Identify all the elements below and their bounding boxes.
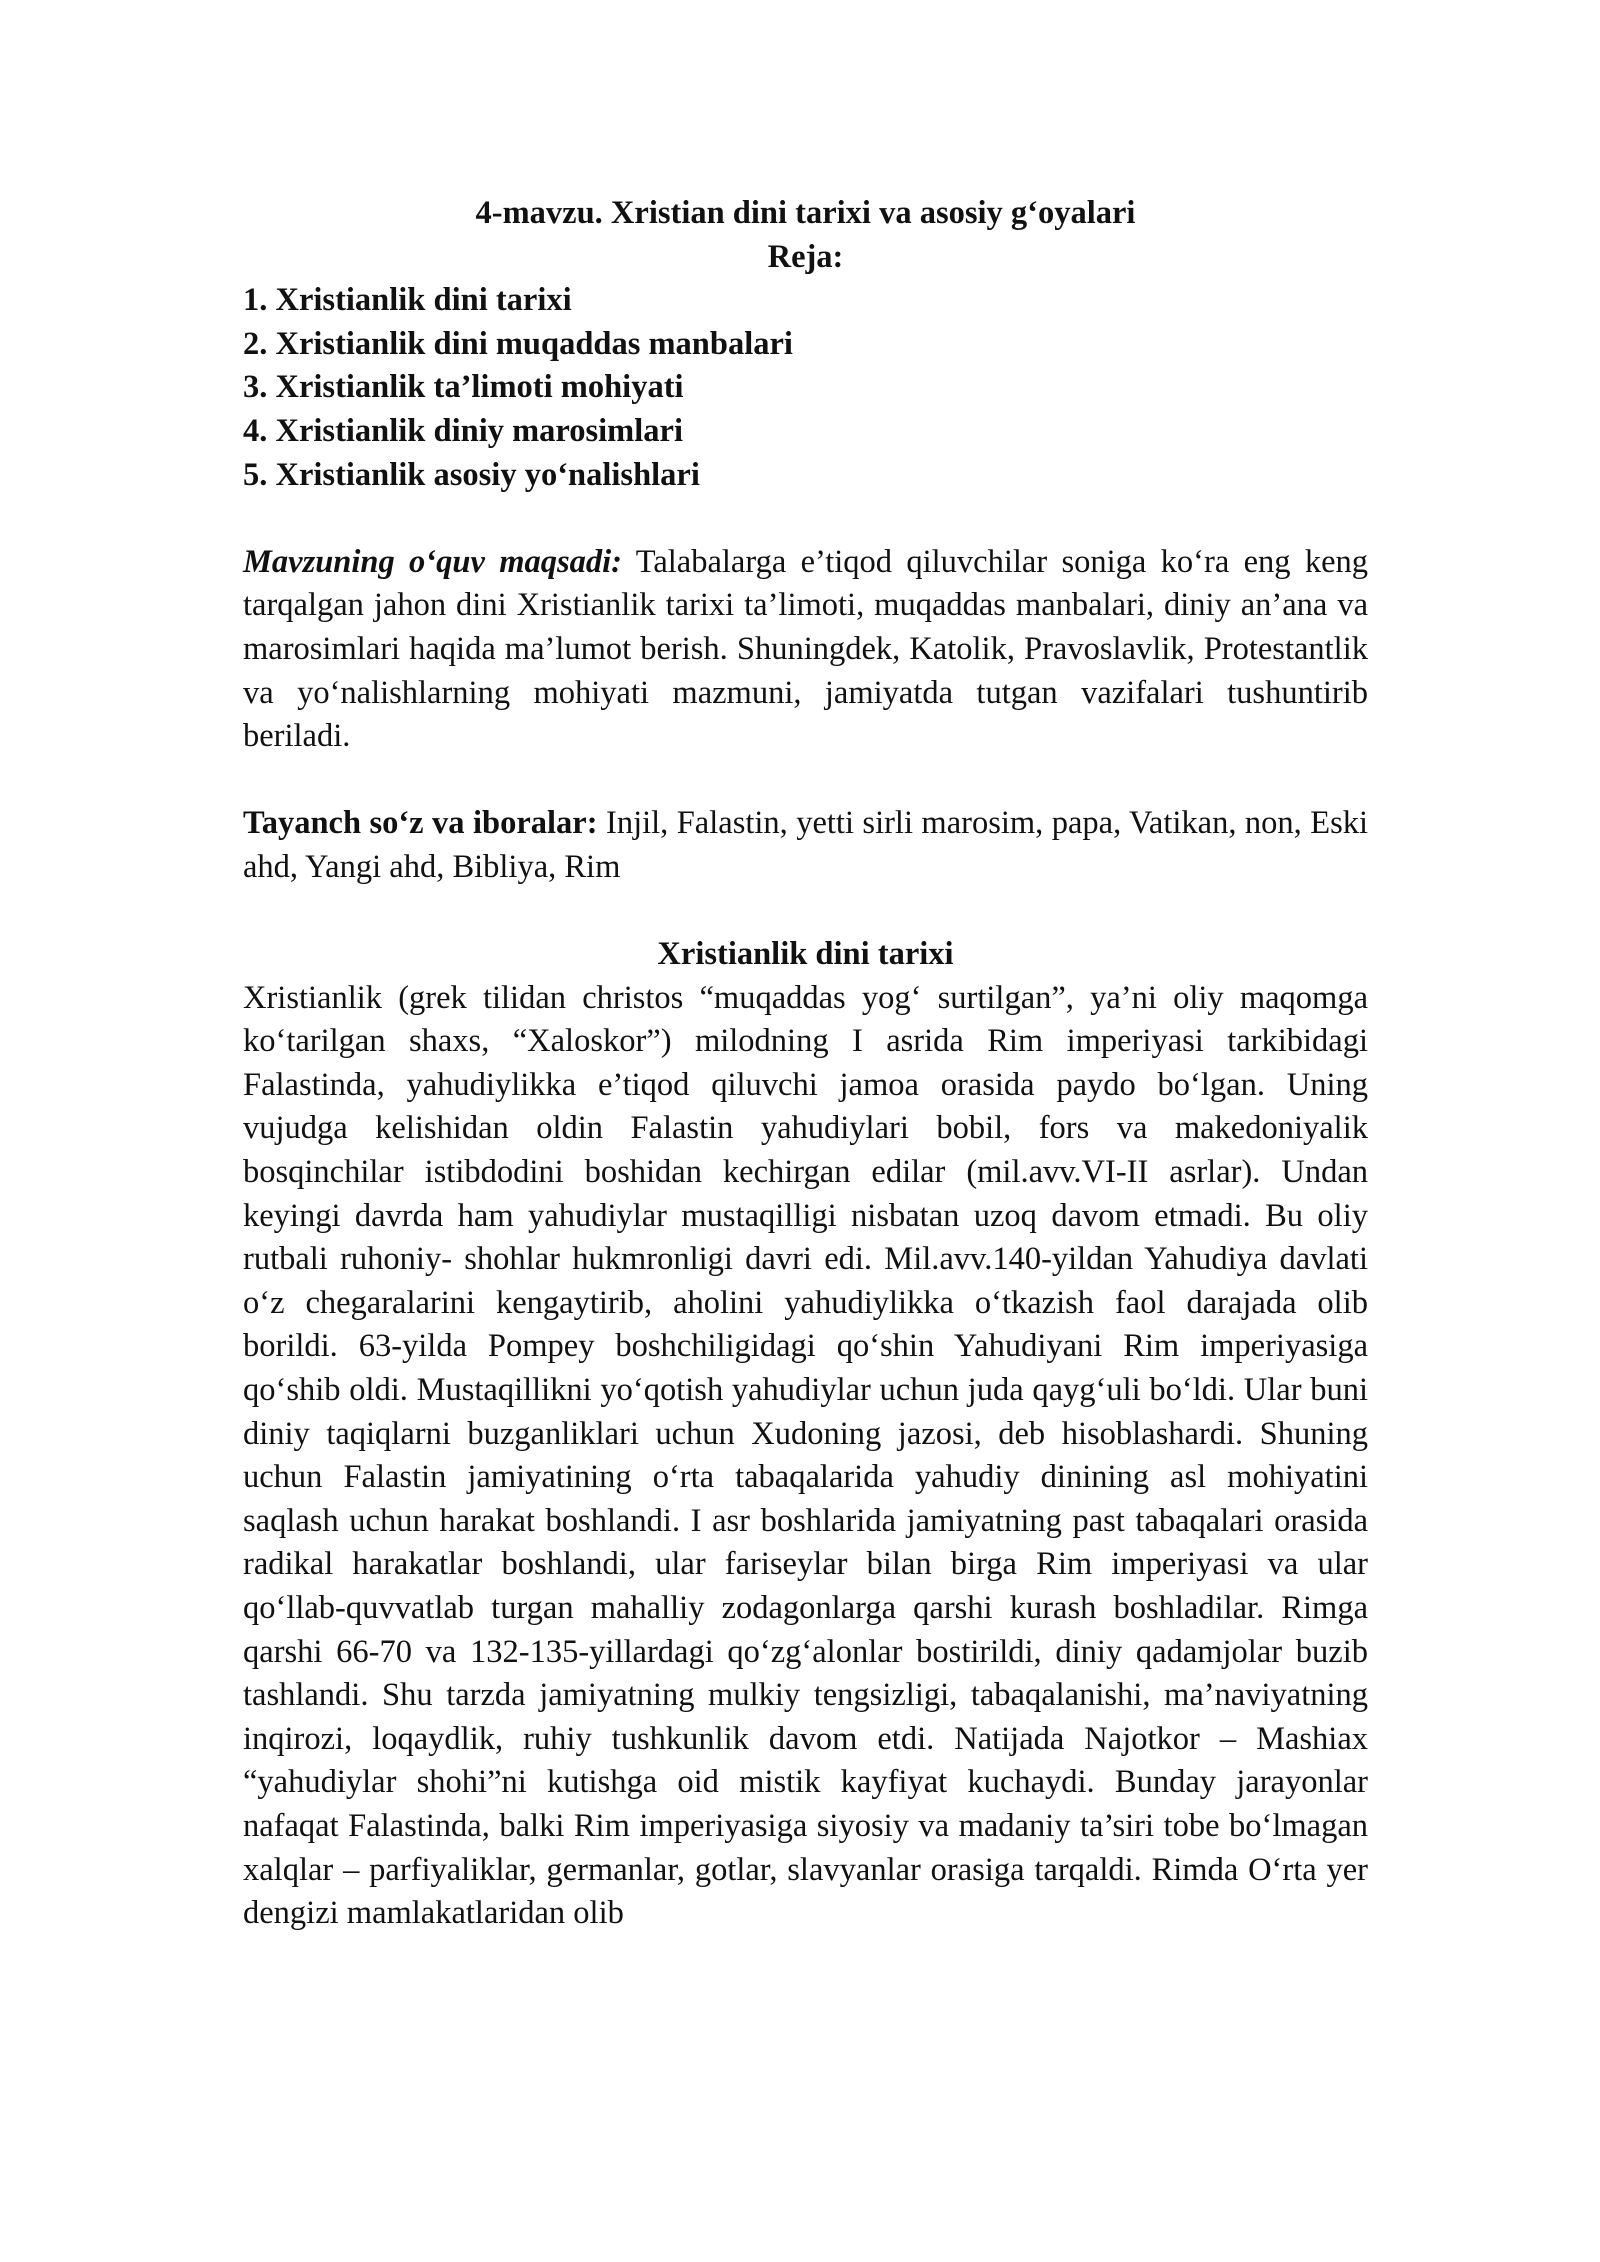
keywords-paragraph — [243, 802, 1368, 889]
keywords-text: Injil, Falastin, yetti sirli marosim, papa, Vatikan, non, Eski ahd, Yangi ahd, Bibliya, Rim — [243, 805, 1368, 885]
plan-item: 2. Xristianlik dini muqaddas manbalari — [243, 325, 793, 362]
section-body-paragraph: Xristianlik (grek tilidan christos “muqaddas yog‘ surtilgan”, ya’ni oliy maqomga ko‘tarilgan shaxs, “Xaloskor”) milodning I asrida Rim imperiyasi tarkibidagi Falastinda, yahudiylikka e’tiqod qiluvchi jamoa orasida paydo bo‘lgan. Uning vujudga kelishidan oldin Falastin yahudiylari bobil, fors va makedoniyalik bosqinchilar istibdodini boshidan kechirgan edilar (mil.avv.VI-II asrlar). Undan keyingi davrda ham yahudiylar mustaqilligi nisbatan uzoq davom etmadi. Bu oliy rutbali ruhoniy- shohlar hukmronligi davri edi. Mil.avv.140-yildan Yahudiya davlati o‘z chegaralarini kengaytirib, aholini yahudiylikka o‘tkazish faol darajada olib borildi. 63-yilda Pompey boshchiligidagi qo‘shin Yahudiyani Rim imperiyasiga qo‘shib oldi. Mustaqillikni yo‘qotish yahudiylar uchun juda qayg‘uli bo‘ldi. Ular buni diniy taqiqlarni buzganliklari uchun Xudoning jazosi, deb hisoblashardi. Shuning uchun Falastin jamiyatining o‘rta tabaqalarida yahudiy dinining asl mohiyatini saqlash uchun harakat boshlandi. I asr boshlarida jamiyatning past tabaqalari orasida radikal harakatlar boshlandi, ular fariseylar bilan birga Rim imperiyasi va ular qo‘llab-quvvatlab turgan mahalliy zodagonlarga qarshi kurash boshladilar. Rimga qarshi 66-70 va 132-135-yillardagi qo‘zg‘alonlar bostirildi, diniy qadamjolar buzib tashlandi. Shu tarzda jamiyatning mulkiy tengsizligi, tabaqalanishi, ma’naviyatning inqirozi, loqaydlik, ruhiy tushkunlik davom etdi. Natijada Najotkor – Mashiax “yahudiylar shohi”ni kutishga oid mistik kayfiyat kuchaydi. Bunday jarayonlar nafaqat Falastinda, balki Rim imperiyasiga siyosiy va madaniy ta’siri tobe bo‘lmagan xalqlar – parfiyaliklar, germanlar, gotlar, slavyanlar orasiga tarqaldi. Rimda O‘rta yer dengizi mamlakatlaridan olib — [243, 979, 1368, 1932]
learning-goal-text: Talabalarga e’tiqod qiluvchilar soniga ko‘ra eng keng tarqalgan jahon dini Xristianlik tarixi ta’limoti, muqaddas manbalari, diniy an’ana va marosimlari haqida ma’lumot berish. Shuningdek, Katolik, Pravoslavlik, Protestantlik va yo‘nalishlarning mohiyati mazmuni, jamiyatda tutgan vazifalari tushuntirib beriladi. — [243, 543, 1369, 755]
plan-item: 5. Xristianlik asosiy yo‘nalishlari — [243, 456, 700, 493]
plan-item: 3. Xristianlik ta’limoti mohiyati — [243, 369, 684, 406]
plan-list — [243, 279, 1368, 497]
document-page — [243, 192, 1368, 1936]
spacer — [243, 890, 1368, 934]
keywords-label: Tayanch so‘z va iboralar: — [243, 805, 598, 842]
spacer — [243, 497, 1368, 541]
document-title: 4-mavzu. Xristian dini tarixi va asosiy g‘oyalari — [475, 195, 1136, 231]
plan-item: 1. Xristianlik dini tarixi — [243, 282, 572, 319]
spacer — [243, 759, 1368, 803]
plan-heading: Reja: — [767, 238, 844, 275]
section-heading: Xristianlik dini tarixi — [657, 936, 954, 973]
learning-goal-paragraph — [243, 541, 1368, 759]
plan-item: 4. Xristianlik diniy marosimlari — [243, 412, 683, 449]
learning-goal-label: Mavzuning o‘quv maqsadi: — [243, 543, 622, 580]
